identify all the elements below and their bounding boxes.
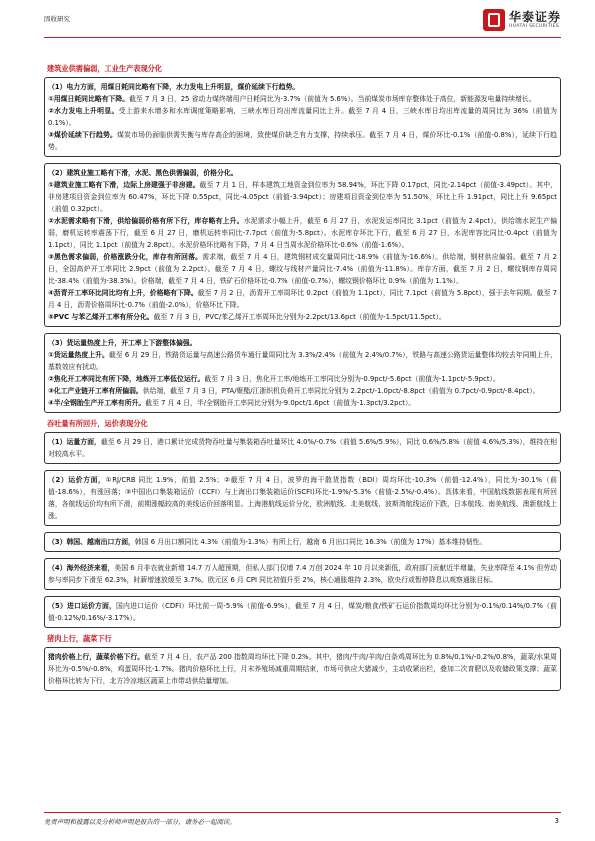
sub-heading: 猪肉价格上行，蔬菜价格下行。 (48, 653, 145, 661)
sub-heading: ①用煤日耗同比略有下降。 (48, 95, 130, 103)
sub-heading: ③煤价延续下行趋势。 (48, 131, 118, 139)
sub-heading: ④半/全钢胎生产开工率有所升。 (48, 399, 146, 407)
logo-name-en: HUATAI SECURITIES (508, 23, 560, 29)
box-electricity (44, 77, 561, 157)
sub-heading: ①货运量热度上升。 (48, 351, 109, 359)
sub-heading: （3）韩国、越南出口方面， (48, 538, 135, 546)
box-freight (44, 333, 561, 413)
body-text: ①RJ/CRB 同比 1.9%，前值 2.5%；②截至 7 月 4 日，波罗的海干散货指数（BDI）周均环比-10.3%（前值-12.4%），同比为-30.1%（前值-18.6%），有涨回落；③中国出口集装箱运价（CCFI）与上海出口集装箱运价(SCFI)环比-1.9%/-5.3%（前值-2.5%/-0.4%）。具体来看，中国航线数据表现有所回落，各航线运价均有所下滑，前期涨幅较高的美线运价回落明显。上海港航线运价分化，欧洲航线、北美航线、波斯湾航线运价下跌，日本航线、南美航线、澳新航线上涨。 (48, 476, 558, 520)
sub-heading: ⑤PVC 与苯乙烯开工率有所分化。 (48, 313, 154, 321)
logo-mark-icon (483, 9, 505, 31)
body-text: 煤炭市场仍面临供需失衡与库存高企的困境，致使煤价缺乏有力支撑，持续承压。截至 7 月 4 日，煤价环比-0.1%（前值-0.8%），延续下行趋势。 (48, 131, 558, 151)
footer-divider (44, 812, 561, 813)
body-text: 受上游来水增多和水库调度策略影响，三峡水库日均出库流量同比上升。截至 7 月 4 日，三峡水库日均出库流量的周同比为 36%（前值为 0.1%）。 (48, 107, 557, 127)
header-left-label: 固收研究 (44, 15, 70, 23)
sub-heading: （4）海外经济来看， (48, 564, 115, 572)
sub-heading: ①建筑业施工略有下滑，边际上房建强于非房建。 (48, 181, 200, 189)
heading-construction: （2）建筑业施工略有下滑，水泥、黑色供需偏弱，价格分化。 (48, 169, 238, 177)
body-text: 截至 7 月 4 日，半/全钢胎开工率同比分别为-9.0pct/1.6pct（前值为-1.3pct/3.2pct）。 (145, 399, 416, 407)
body-text: 截至 6 月 29 日，港口累计完成货物吞吐量与集装箱吞吐量环比 4.0%/-0.7%（前值 5.6%/5.9%），同比 0.6%/5.8%（前值 4.6%/5.3%），维持在相对较高水平。 (48, 438, 558, 458)
sub-heading: ③黑色需求偏弱，价格涨跌分化，库存有所回落。 (48, 253, 203, 261)
box-freight-rates (44, 470, 561, 526)
header-divider (44, 37, 561, 38)
sub-heading: （5）进口运价方面， (48, 602, 117, 610)
body-text: 韩国 6 月出口额同比 4.3%（前值为-1.3%）有所上行，越南 6 月出口同比 16.3%（前值为 17%）基本维持韧性。 (134, 538, 487, 546)
body-text: 截至 7 月 1 日，样本建筑工地资金到位率为 58.94%，环比下降 0.17pct，同比-2.14pct（前值-3.49pct）。其中，非房建项目资金到位率为 60.47%，环比下降 0.55pct，同比-4.05pct（前值-3.94pct）；房建项目资金到位率为 51.50%，环比上升 1.91pct，同比上升 9.65pct（前值 0.32pct）。 (48, 181, 557, 213)
box-agri (44, 647, 561, 691)
report-body (44, 64, 561, 697)
box-korea-vietnam (44, 532, 561, 552)
body-text: 截至 7 月 3 日，25 省动力煤终端用户日耗同比为-3.7%（前值为 5.6%）。当前煤炭市场库存整体处于高位，新能源发电量持续增长。 (129, 95, 536, 103)
section-title-shipping: 吞吐量有所回升，运价表现分化 (47, 419, 148, 428)
sub-heading: ②水力发电上升明显。 (48, 107, 119, 115)
body-text: 需求端，截至 7 月 4 日，建筑钢材成交量周同比-18.9%（前值为-16.6%）。供给端，钢材供应偏弱。截至 7 月 2 日，全国高炉开工率同比 2.9pct（前值为 2.2pct）。截至 7 月 4 日，螺纹与线材产量同比-7.4%（前值为-11.8%）。库存方面，截至 7 月 2 日，螺纹钢库存周同比-38.4%（前值为-38.3%）。价格端，截至 7 月 4 日，铁矿石价格环比-0.7%（前值-0.7%），螺纹钢价格环比 0.9%（前值为 1.1%）。 (48, 253, 558, 285)
sub-heading: （2）运价方面， (48, 476, 106, 484)
sub-heading: ④沥青开工率环比同比均有上升，价格略有下降。 (48, 289, 198, 297)
footer-disclaimer: 免责声明和披露以及分析师声明是报告的一部分，请务必一起阅读。 (44, 818, 236, 826)
body-text: 截至 7 月 2 日，沥青开工率周环比 0.2pct（前值为 1.1pct），同比 7.1pct（前值为 5.8pct），强于去年同期。截至 7 月 4 日，沥青价格周环比-0.7%（前值-2.0%），价格环比下降。 (48, 289, 558, 309)
box-import-rates (44, 596, 561, 628)
body-text: 供给端，截至 7 月 3 日，PTA/聚酯/江浙织机负荷开工率同比分别为 2.2pct/-1.0pct/-8.8pct（前值为 0.7pct/-0.9pct/-8.4pct）。 (142, 387, 540, 395)
sub-heading: ②焦化开工率同比有所下降，地炼开工率低位运行。 (48, 375, 205, 383)
box-volume (44, 432, 561, 464)
sub-heading: ②水泥需求略有下滑，供给偏弱价格有所下行，库存略有上升。 (48, 217, 244, 225)
body-text: 截至 6 月 29 日，铁路货运量与高速公路货车通行量周同比为 3.3%/2.4%（前值为 2.4%/0.7%），铁路与高速公路货运量整体均较去年同期上升，基数效应有扰动。 (48, 351, 557, 371)
body-text: 水泥需求小幅上升，截至 6 月 27 日，水泥发运率同比 3.1pct（前值为 2.4pct）。供给端水泥生产偏弱，磨机运转率震荡下行，截至 6 月 27 日，磨机运转率同比-7.7pct（前值为-5.8pct）。水泥库存环比下行，截至 6 月 27 日，水泥库容比同比-0.4pct（前值为 1.1pct），同比 1.1pct（前值为 2.8pct）。水泥价格环比略有下降，7 月 4 日当周水泥价格环比-0.6%（前值-1.6%）。 (48, 217, 557, 249)
body-text: 截至 7 月 3 日，焦化开工率/地炼开工率同比分别为-0.9pct/-5.6pct（前值为-1.1pct/-5.9pct）。 (204, 375, 500, 383)
body-text: 截至 7 月 3 日，PVC/苯乙烯开工率周环比分别为-2.2pct/13.6pct（前值为-1.5pct/11.5pct）。 (153, 313, 446, 321)
body-text: 国内进口运价（CDFI）环比前一周-5.9%（前值-6.9%），截至 7 月 4 日，煤炭/粮食/铁矿石运价指数周均环比分别为-0.1%/0.14%/0.7%（前值-0.12%/0.16%/-3.17%）。 (48, 602, 557, 622)
body-text: 截至 7 月 4 日，农产品 200 指数周均环比下降 0.2%。其中，猪肉/牛肉/羊肉/白条鸡周环比为 0.8%/0.1%/-0.2%/0.8%，蔬菜/水果周环比为-0.5%/-0.8%，鸡蛋周环比-1.7%。猪肉价格环比上行，月末养殖场减重周期结束，市场可供应大猪减少，主动收紧出栏，叠加二次育肥以及收储政策支撑；蔬菜价格环比转为下行，北方冷凉地区蔬菜上市带动供给量增加。 (48, 653, 557, 685)
heading-freight: （3）货运量热度上升，开工率上下游整体偏强。 (48, 339, 197, 347)
sub-heading: ③化工产业链开工率有所偏弱。 (48, 387, 143, 395)
heading-electricity: （1）电力方面，用煤日耗同比略有下降，水力发电上升明显，煤价延续下行趋势。 (48, 83, 300, 91)
section-title-agri: 猪肉上行，蔬菜下行 (47, 634, 112, 643)
sub-heading: （1）运量方面， (48, 438, 101, 446)
box-overseas (44, 558, 561, 590)
brand-logo (483, 9, 561, 31)
box-construction (44, 163, 561, 327)
section-title-construction: 建筑业供需偏弱，工业生产表现分化 (47, 64, 163, 73)
logo-name-cn: 华泰证券 (508, 9, 561, 24)
page-number: 3 (554, 817, 559, 825)
body-text: 美国 6 月非农就业新增 14.7 万人超预期，但私人部门仅增 7.4 万创 2024 年 10 月以来新低，政府部门贡献近半增量，失业率降至 4.1% 但劳动参与率同步下滑至 62.3%，时薪增速放缓至 3.7%。欧元区 6 月 CPI 同比初值升至 2%，核心通胀维持 2.3%，欧央行或暂停降息以观察通胀目标。 (48, 564, 557, 584)
